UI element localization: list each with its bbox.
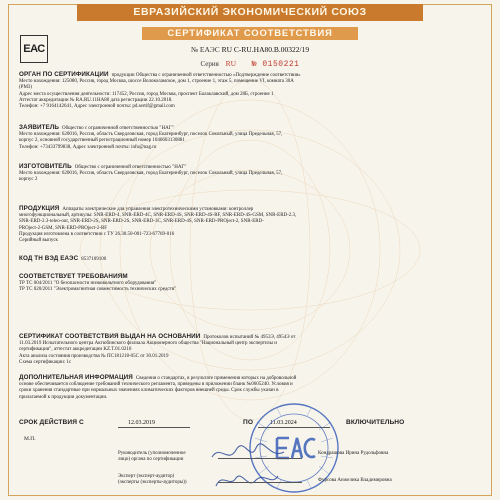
certificate-title: СЕРТИФИКАТ СООТВЕТСТВИЯ xyxy=(142,27,358,40)
organ-section xyxy=(19,72,489,110)
basis-section xyxy=(19,334,489,366)
extra-info-line: сроки хранения стандартные при нормальных значениях климатических факторов внешней среды. Срок службы указан в xyxy=(19,388,279,394)
product-line: PROject-2-GSM, SNR-ERD-PROject-2-RF xyxy=(19,225,108,231)
organ-line: продукции Общества с ограниченной ответственностью «Подтверждение соответствия» xyxy=(111,73,301,78)
product-line: SNR-ERD-2.3-teleo-out, SNR-ERD-2S, SNR-ERD-2S, SNR-ERD-3C, SNR-ERD-4S, SNR-ERD-PROject-2, SNR-ERD- xyxy=(19,219,264,225)
applicant-heading: ЗАЯВИТЕЛЬ xyxy=(19,124,59,131)
seal-place-label: М.П. xyxy=(24,436,36,442)
series-label: Серия xyxy=(200,60,219,68)
tnved-section xyxy=(19,256,489,263)
manufacturer-line: Место нахождения: 620016, Россия, область Свердловская, город Екатеринбург, поселок Сокольный, улица Предельная, 57, xyxy=(19,171,283,177)
basis-line: Акта анализа состояния производства № ПС181218-05С от 30.01.2019 xyxy=(19,353,169,359)
organ-heading: ОРГАН ПО СЕРТИФИКАЦИИ xyxy=(19,71,109,78)
expert-title-1: Эксперт (эксперт-аудитор) xyxy=(118,474,175,479)
validity-to-label: ПО xyxy=(243,419,254,426)
expert-signature-line xyxy=(218,482,302,483)
manufacturer-line: корпус 2 xyxy=(19,177,38,183)
head-title-2: лицо) органа по сертификации xyxy=(118,457,184,462)
head-signature xyxy=(208,442,288,464)
tnved-heading: КОД ТН ВЭД ЕАЭС xyxy=(19,255,79,262)
applicant-line: Общество с ограниченной ответственностью "НАГ" xyxy=(61,126,174,131)
product-line: многофункциональный, артикулы: SNR-ERD-4, SNR-ERD-4C, SNR-ERD-4S, SNR-ERD-4S-RF, SNR-ERD-4S-GSM, SNR-ERD-2.3, xyxy=(19,213,297,219)
requirements-line: ТР ТС 004/2011 "О безопасности низковольтного оборудования" xyxy=(19,281,157,287)
number-label: № xyxy=(251,60,258,69)
head-name: Кондрашова Ирина Рудольфовна xyxy=(318,451,389,456)
validity-heading: СРОК ДЕЙСТВИЯ С xyxy=(19,419,84,426)
series-value: RU xyxy=(225,59,236,68)
basis-line: 11.03.2019 Испытательного центра Актюбинского филиала Акционерного общества "Национальный центр экспертизы и xyxy=(19,341,277,347)
requirements-section xyxy=(19,274,489,294)
extra-info-line: прилагаемой к продукции документации. xyxy=(19,394,108,400)
extra-info-heading: ДОПОЛНИТЕЛЬНАЯ ИНФОРМАЦИЯ xyxy=(19,374,133,381)
expert-name: Фурсова Анжелика Владимировна xyxy=(318,478,392,483)
organ-line: Телефон: +7 9164142641, Адрес электронной почты: pd.sertif@gmail.com xyxy=(19,104,175,110)
applicant-section xyxy=(19,125,489,151)
extra-info-section xyxy=(19,375,489,401)
applicant-line: Телефон: +73433799838, Адрес электронной почты: info@nag.ru xyxy=(19,144,157,150)
applicant-line: корпус 2, основной государственный регистрационный номер 1046603130881 xyxy=(19,138,185,144)
expert-title-2: (эксперты (эксперты-аудиторы)) xyxy=(118,480,187,485)
union-title: ЕВРАЗИЙСКИЙ ЭКОНОМИЧЕСКИЙ СОЮЗ xyxy=(77,4,423,21)
manufacturer-line: Общество с ограниченной ответственностью "НАГ" xyxy=(74,165,187,170)
requirements-heading: СООТВЕТСТВУЕТ ТРЕБОВАНИЯМ xyxy=(19,273,128,280)
basis-line: Протоколов испытаний № 4953Э, 4954Э от xyxy=(203,335,296,340)
head-signature-line xyxy=(218,458,302,459)
product-heading: ПРОДУКЦИЯ xyxy=(19,205,60,212)
validity-inclusive: ВКЛЮЧИТЕЛЬНО xyxy=(346,419,405,426)
manufacturer-section xyxy=(19,164,489,184)
basis-line: Схема сертификации: 1с xyxy=(19,359,72,365)
validity-to: 11.03.2024 xyxy=(270,420,297,426)
product-section xyxy=(19,206,489,244)
head-title-1: Руководитель (уполномоченное xyxy=(118,451,186,456)
extra-info-line: основе обеспечивается соблюдение требований технического регламента, приведены в приложении бланк №0605240. Условия и xyxy=(19,382,293,388)
reg-value: RU C-RU.HA80.B.00322/19 xyxy=(221,45,310,54)
number-value: 0150221 xyxy=(262,60,300,69)
reg-label: № ЕАЭС xyxy=(190,45,220,54)
tnved-value: 8537109100 xyxy=(81,257,107,262)
validity-inclusive-wrap xyxy=(346,420,466,427)
requirements-line: ТР ТС 020/2011 "Электромагнитная совместимость технических средств" xyxy=(19,287,177,293)
product-line: Продукция изготовлена в соответствии с ТУ 26.30.50-001-723-67769-016 xyxy=(19,231,175,237)
blank-number xyxy=(252,60,300,69)
validity-from: 12.03.2019 xyxy=(128,420,155,426)
registration-number xyxy=(0,45,500,54)
extra-info-line: Сведения о стандартах, в результате применения которых на добровольной xyxy=(135,376,297,381)
organ-line: Место нахождения: 125080, Россия, город Москва, шоссе Волоколамское, дом 1, строение 1, этаж 5, помещение VI, комната 30А xyxy=(19,79,294,85)
series-row xyxy=(0,59,500,69)
expert-signature xyxy=(212,468,282,492)
validity-from-line xyxy=(118,427,190,428)
organ-line: Адрес места осуществления деятельности: 117452, Россия, город Москва, проспект Балаклавский, дом 28Б, строение 1 xyxy=(19,91,274,97)
eac-logo-text: ЕАС xyxy=(23,43,45,55)
organ-line: Аттестат аккредитации № RA.RU.11HA80 дата регистрации 22.10.2018. xyxy=(19,97,173,103)
basis-line: сертификации", аттестат аккредитации KZ.T.01.0210 xyxy=(19,347,132,353)
organ-line: (РМ3) xyxy=(19,85,33,91)
product-line: Серийный выпуск xyxy=(19,238,58,244)
product-line: Аппараты электрические для управления электротехническими установками: контроллер xyxy=(62,207,254,212)
basis-heading: СЕРТИФИКАТ СООТВЕТСТВИЯ ВЫДАН НА ОСНОВАНИИ xyxy=(19,333,201,340)
applicant-line: Место нахождения: 620016, Россия, область Свердловская, город Екатеринбург, поселок Сокольный, улица Предельная, 57, xyxy=(19,132,283,138)
manufacturer-heading: ИЗГОТОВИТЕЛЬ xyxy=(19,163,72,170)
